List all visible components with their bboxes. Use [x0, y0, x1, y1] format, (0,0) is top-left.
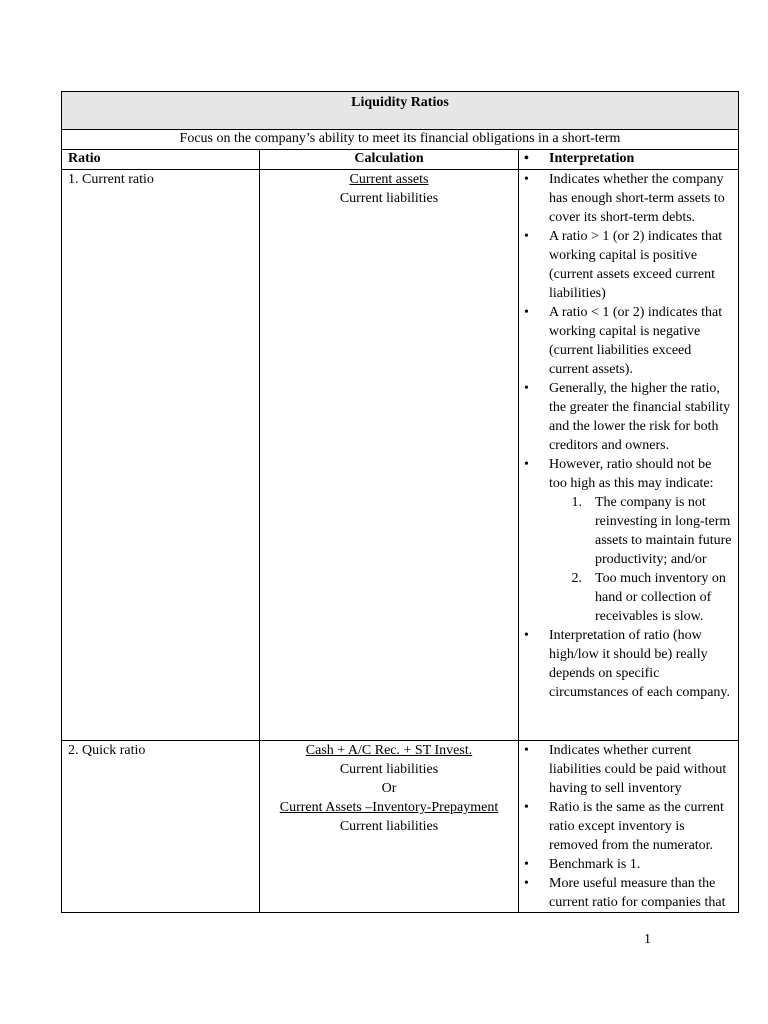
- ratio-name: 2. Quick ratio: [62, 741, 260, 912]
- list-item-text: A ratio < 1 (or 2) indicates that working capital is negative (current liabilities exceed current assets).: [549, 305, 723, 377]
- table-row-current-ratio: [62, 170, 738, 741]
- bullet-icon: •: [524, 857, 529, 872]
- formula-denominator: Current liabilities: [339, 762, 439, 777]
- list-item-text: However, ratio should not be too high as this may indicate:: [549, 457, 714, 491]
- list-item-text: Generally, the higher the ratio, the greater the financial stability and the lower the risk for both creditors and owners.: [549, 381, 731, 453]
- liquidity-ratios-table: [61, 91, 739, 913]
- table-title: Liquidity Ratios: [62, 92, 738, 130]
- interpretation-cell: [519, 170, 738, 740]
- ratio-name: 1. Current ratio: [62, 170, 260, 740]
- table-row-quick-ratio: [62, 741, 738, 912]
- bullet-icon: •: [524, 628, 529, 643]
- list-item: [519, 874, 732, 912]
- list-item-text: Benchmark is 1.: [549, 857, 641, 872]
- bullet-icon: •: [524, 305, 529, 320]
- list-item: [519, 170, 732, 227]
- list-item-text: More useful measure than the current ratio for companies that: [549, 876, 726, 910]
- interpretation-list: [519, 170, 732, 493]
- list-item-text: Interpretation of ratio (how high/low it should be) really depends on specific circumstances of each company.: [549, 628, 731, 700]
- bullet-icon: •: [524, 381, 529, 396]
- table-focus-statement: Focus on the company’s ability to meet its financial obligations in a short-term: [62, 130, 738, 150]
- numbered-item-text: Too much inventory on hand or collection of receivables is slow.: [595, 571, 726, 624]
- header-interpretation: Interpretation: [549, 151, 635, 166]
- numbered-sublist: [519, 493, 732, 626]
- table-header-row: [62, 150, 738, 170]
- formula-denominator: Current liabilities: [339, 191, 439, 206]
- list-item: [519, 626, 732, 702]
- calculation-formula: [260, 741, 519, 912]
- bullet-icon: •: [524, 800, 529, 815]
- list-item: [519, 379, 732, 455]
- formula-or: Or: [381, 781, 397, 796]
- item-number: 2.: [571, 571, 582, 586]
- page-number: 1: [644, 932, 651, 947]
- interpretation-list: [519, 741, 732, 912]
- item-number: 1.: [571, 495, 582, 510]
- numbered-item: [519, 569, 732, 626]
- numbered-item: [519, 493, 732, 569]
- list-item-text: A ratio > 1 (or 2) indicates that working capital is positive (current assets exceed current liabilities): [549, 229, 723, 301]
- formula-numerator-alt: Current Assets –Inventory-Prepayment: [279, 800, 499, 815]
- header-ratio: Ratio: [62, 150, 260, 169]
- bullet-icon: •: [524, 743, 529, 758]
- list-item-text: Indicates whether current liabilities could be paid without having to sell inventory: [549, 743, 727, 796]
- list-item: [519, 227, 732, 303]
- list-item: [519, 855, 732, 874]
- formula-denominator-alt: Current liabilities: [339, 819, 439, 834]
- numbered-item-text: The company is not reinvesting in long-term assets to maintain future productivity; and/or: [595, 495, 732, 567]
- formula-numerator: Current assets: [349, 172, 429, 187]
- list-item: [519, 303, 732, 379]
- bullet-icon: •: [524, 876, 529, 891]
- bullet-icon: •: [524, 172, 529, 187]
- calculation-formula: [260, 170, 519, 740]
- formula-numerator: Cash + A/C Rec. + ST Invest.: [305, 743, 473, 758]
- list-item-text: Ratio is the same as the current ratio except inventory is removed from the numerator.: [549, 800, 724, 853]
- interpretation-cell: [519, 741, 738, 912]
- bullet-icon: •: [524, 229, 529, 244]
- interpretation-list-continued: [519, 626, 732, 702]
- bullet-icon: •: [524, 457, 529, 472]
- list-item: [519, 455, 732, 493]
- bullet-icon: •: [524, 151, 529, 166]
- list-item: [519, 798, 732, 855]
- header-calculation: Calculation: [260, 150, 519, 169]
- header-interpretation-cell: [519, 150, 738, 169]
- list-item: [519, 741, 732, 798]
- list-item-text: Indicates whether the company has enough short-term assets to cover its short-term debts.: [549, 172, 725, 225]
